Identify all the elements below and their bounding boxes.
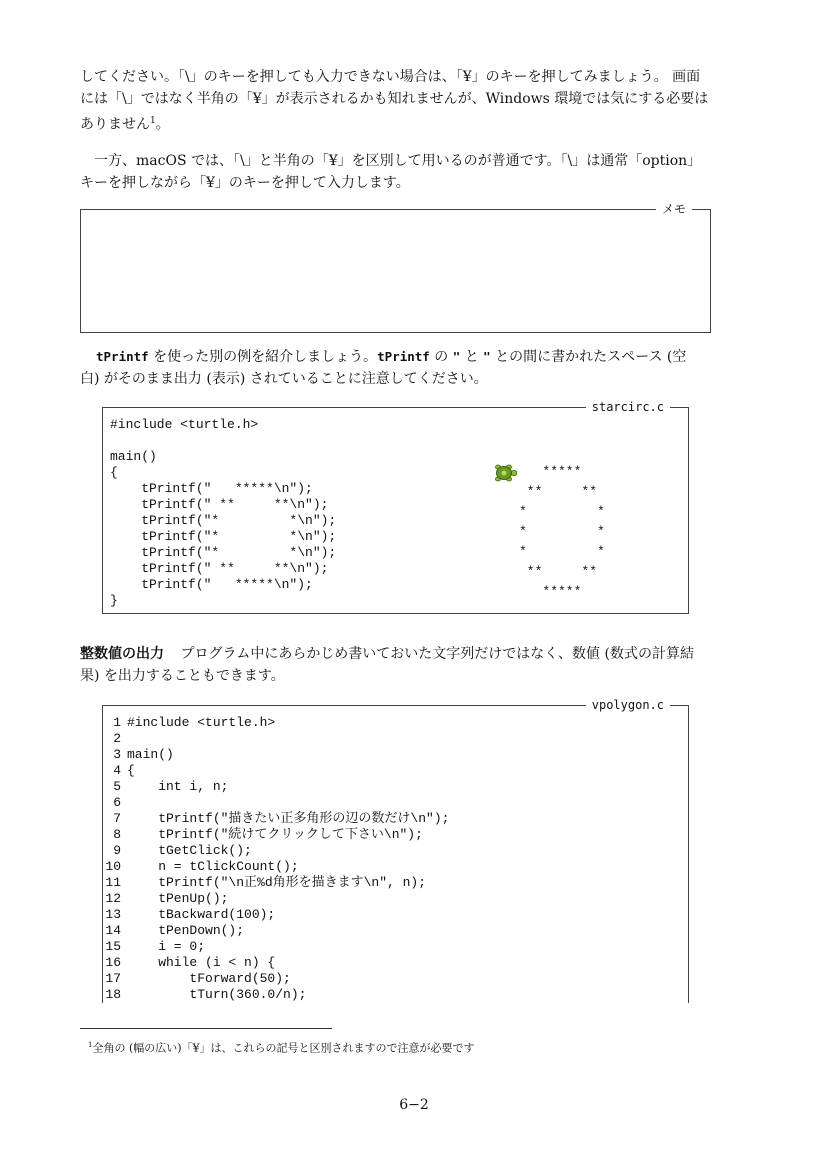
starcirc-code-line: tPrintf(" *****\n"); <box>110 481 313 496</box>
code-text: tPenDown(); <box>127 923 245 938</box>
turtle-icon <box>493 463 517 483</box>
line-number: 17 <box>105 971 121 986</box>
vpolygon-code-line <box>103 907 449 923</box>
para2-line2: キーを押しながら「¥」のキーを押して入力します。 <box>80 175 410 191</box>
code-text: tTurn(360.0/n); <box>127 987 307 1002</box>
footnote-text: 全角の (幅の広い)「¥」は、これらの記号と区別されますので注意が必要です <box>92 1041 475 1055</box>
starcirc-code-line: main() <box>110 449 157 464</box>
inline-code-tprintf-2: tPrintf <box>377 349 430 364</box>
line-number: 5 <box>113 779 121 794</box>
line-number: 13 <box>105 907 121 922</box>
vpolygon-code-line <box>103 859 449 875</box>
line-number: 1 <box>113 715 121 730</box>
para1-line2: には「\」ではなく半角の「¥」が表示されるかも知れませんが、Windows 環境では気にする必要は <box>80 91 709 107</box>
code-text: i = 0; <box>127 939 206 954</box>
vpolygon-code-line <box>103 795 449 811</box>
inline-code-tprintf: tPrintf <box>96 349 149 364</box>
line-number: 11 <box>105 875 121 890</box>
code-text: { <box>127 763 135 778</box>
code-text: main() <box>127 747 174 762</box>
vpolygon-code-line <box>103 843 449 859</box>
para2-line1: 一方、macOS では、「\」と半角の「¥」を区別して用いるのが普通です。「\」は通常「option」 <box>80 153 702 169</box>
para1-line3: ありません <box>80 116 150 133</box>
vpolygon-code-line <box>103 923 449 939</box>
vpolygon-code-box <box>102 698 689 1003</box>
page-number: 6−2 <box>399 1097 429 1113</box>
para3-text2: の <box>434 349 449 365</box>
starcirc-code-line: tPrintf(" ** **\n"); <box>110 497 329 512</box>
code-text: tForward(50); <box>127 971 291 986</box>
inline-quote-1: " <box>452 349 461 364</box>
footnote-ref: 1 <box>150 116 156 126</box>
vpolygon-code-line <box>103 731 449 747</box>
vpolygon-code <box>103 715 449 1003</box>
code-text: n = tClickCount(); <box>127 859 299 874</box>
footnote-number: 1 <box>88 1041 93 1049</box>
section-heading: 整数値の出力 <box>80 646 164 662</box>
vpolygon-code-line <box>103 939 449 955</box>
code-text: tPenUp(); <box>127 891 229 906</box>
para4-line1: プログラム中にあらかじめ書いておいた文字列だけではなく、数値 (数式の計算結 <box>180 646 694 662</box>
line-number: 18 <box>105 987 121 1002</box>
para4-line2: 果) を出力することもできます。 <box>80 668 285 684</box>
line-number: 3 <box>113 747 121 762</box>
line-number: 2 <box>113 731 121 746</box>
line-number: 6 <box>113 795 121 810</box>
vpolygon-code-line <box>103 955 449 971</box>
code-text: tPrintf("\n正%d角形を描きます\n", n); <box>127 875 427 890</box>
starcirc-code-line: tPrintf("* *\n"); <box>110 545 337 560</box>
line-number: 12 <box>105 891 121 906</box>
vpolygon-code-line <box>103 779 449 795</box>
vpolygon-code-line <box>103 987 449 1003</box>
starcirc-output-line: * * <box>519 524 605 539</box>
para1-line3-end: 。 <box>155 116 170 133</box>
vpolygon-code-line <box>103 891 449 907</box>
vpolygon-code-line <box>103 763 449 779</box>
starcirc-code-line: tPrintf(" *****\n"); <box>110 577 313 592</box>
vpolygon-code-line <box>103 747 449 763</box>
line-number: 8 <box>113 827 121 842</box>
starcirc-code-line: tPrintf(" ** **\n"); <box>110 561 329 576</box>
starcirc-code-line: { <box>110 465 118 480</box>
footnote <box>88 1038 475 1056</box>
paragraph-integer-output <box>80 643 710 687</box>
line-number: 14 <box>105 923 121 938</box>
para3-line2: 白) がそのまま出力 (表示) されていることに注意してください。 <box>80 371 488 387</box>
memo-box-title: メモ <box>656 201 692 217</box>
para3-text1: を使った別の例を紹介しましょう。 <box>153 349 378 365</box>
vpolygon-code-line <box>103 971 449 987</box>
line-number: 10 <box>105 859 121 874</box>
starcirc-code-line: #include <turtle.h> <box>110 417 259 432</box>
line-number: 7 <box>113 811 121 826</box>
inline-quote-2: " <box>483 349 491 364</box>
starcirc-output <box>519 462 605 602</box>
line-number: 4 <box>113 763 121 778</box>
starcirc-code <box>110 417 336 609</box>
code-text: tPrintf("続けてクリックして下さい\n"); <box>127 827 423 842</box>
starcirc-code-line: } <box>110 593 118 608</box>
paragraph-tprintf-intro <box>80 346 710 390</box>
starcirc-code-line: tPrintf("* *\n"); <box>110 513 337 528</box>
line-number: 16 <box>105 955 121 970</box>
footnote-rule <box>80 1028 332 1029</box>
line-number: 9 <box>113 843 121 858</box>
para3-text4: との間に書かれたスペース (空 <box>495 349 687 365</box>
starcirc-output-line: * * <box>519 504 605 519</box>
code-text: tPrintf("描きたい正多角形の辺の数だけ\n"); <box>127 811 450 826</box>
code-text: int i, n; <box>127 779 229 794</box>
starcirc-output-line: ** ** <box>519 564 598 579</box>
starcirc-code-line: tPrintf("* *\n"); <box>110 529 337 544</box>
line-number: 15 <box>105 939 121 954</box>
memo-box <box>80 202 711 333</box>
vpolygon-code-line <box>103 827 449 843</box>
vpolygon-code-line <box>103 811 449 827</box>
vpolygon-title: vpolygon.c <box>586 697 670 713</box>
starcirc-output-line: ***** <box>519 464 582 479</box>
starcirc-output-line: ***** <box>519 584 582 599</box>
paragraph-backslash-windows <box>80 66 710 136</box>
starcirc-output-line: * * <box>519 544 605 559</box>
starcirc-output-line: ** ** <box>519 484 598 499</box>
paragraph-backslash-macos <box>80 150 710 194</box>
starcirc-code-line <box>110 433 336 449</box>
para1-line1: してください。「\」のキーを押しても入力できない場合は、「¥」のキーを押してみましょう。 画面 <box>80 69 701 85</box>
vpolygon-code-line <box>103 715 449 731</box>
code-text: #include <turtle.h> <box>127 715 276 730</box>
vpolygon-code-line <box>103 875 449 891</box>
starcirc-code-box <box>102 400 689 614</box>
code-text: tBackward(100); <box>127 907 276 922</box>
para3-text3: と <box>464 349 479 365</box>
starcirc-title: starcirc.c <box>586 399 670 415</box>
code-text: tGetClick(); <box>127 843 252 858</box>
code-text: while (i < n) { <box>127 955 276 970</box>
